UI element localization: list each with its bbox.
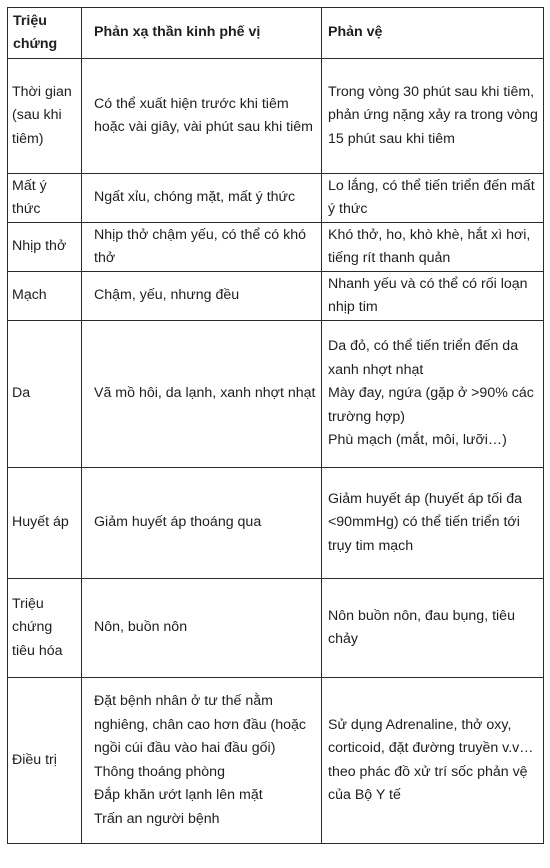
table-row (8, 223, 544, 272)
cell-line: Có thể xuất hiện trước khi tiêm hoặc vài giây, vài phút sau khi tiêm (94, 95, 313, 135)
cell-line: Da đỏ, có thể tiến triển đến da xanh nhợt nhạt (328, 338, 519, 378)
row-treatment-symptom: Điều trị (8, 678, 82, 844)
cell-line: Vã mồ hôi, da lạnh, xanh nhợt nhạt (94, 385, 316, 402)
cell-line: Đắp khăn ướt lạnh lên mặt (94, 787, 263, 803)
cell-line: Giảm huyết áp thoáng qua (94, 514, 262, 531)
row-digestive-symptom: Triệu chứng tiêu hóa (8, 579, 82, 678)
row-blood-pressure-anaphylaxis (322, 468, 544, 579)
cell-line: Nhanh yếu và có thể có rối loạn nhịp tim (328, 275, 528, 315)
cell-line: Ngất xỉu, chóng mặt, mất ý thức (94, 189, 296, 206)
table-row (8, 174, 544, 223)
cell-line: Đặt bệnh nhân ở tư thế nằm nghiêng, chân cao hơn đầu (hoặc ngồi cúi đầu vào hai đầu gối) (94, 693, 307, 756)
cell-line: Nôn, buồn nôn (94, 619, 188, 636)
cell-line: Phù mạch (mắt, môi, lưỡi…) (328, 432, 507, 449)
cell-line: Khó thở, ho, khò khè, hắt xì hơi, tiếng rít thanh quản (328, 226, 531, 266)
row-time-symptom: Thời gian (sau khi tiêm) (8, 59, 82, 174)
cell-line: Nhịp thở chậm yếu, có thể có khó thở (94, 226, 306, 266)
row-treatment-vagal (82, 678, 322, 844)
cell-line: Mày đay, ngứa (gặp ở >90% các trường hợp) (328, 385, 534, 425)
row-time-anaphylaxis (322, 59, 544, 174)
comparison-table (7, 7, 544, 844)
row-breathing-vagal (82, 223, 322, 272)
row-breathing-symptom: Nhịp thở (8, 223, 82, 272)
row-skin-vagal (82, 321, 322, 468)
row-pulse-symptom: Mạch (8, 272, 82, 321)
row-pulse-anaphylaxis (322, 272, 544, 321)
row-consciousness-anaphylaxis (322, 174, 544, 223)
cell-line: Trong vòng 30 phút sau khi tiêm, phản ứng nặng xảy ra trong vòng 15 phút sau khi tiêm (328, 83, 538, 147)
header-symptom: Triệu chứng (8, 8, 82, 59)
cell-line: Sử dụng Adrenaline, thở oxy, corticoid, đặt đường truyền v.v… theo phác đồ xử trí sốc phản vệ của Bộ Y tế (328, 716, 534, 803)
row-blood-pressure-symptom: Huyết áp (8, 468, 82, 579)
row-consciousness-symptom: Mất ý thức (8, 174, 82, 223)
row-treatment-anaphylaxis (322, 678, 544, 844)
row-skin-anaphylaxis (322, 321, 544, 468)
cell-line: Chậm, yếu, nhưng đều (94, 287, 240, 304)
table-row (8, 579, 544, 678)
table-row (8, 468, 544, 579)
cell-line: Trấn an người bệnh (94, 810, 220, 827)
table-row (8, 321, 544, 468)
row-breathing-anaphylaxis (322, 223, 544, 272)
row-pulse-vagal (82, 272, 322, 321)
row-digestive-vagal (82, 579, 322, 678)
table-row (8, 678, 544, 844)
cell-line: Thông thoáng phòng (94, 763, 225, 780)
cell-line: Nôn buồn nôn, đau bụng, tiêu chảy (328, 607, 515, 647)
header-vagal-reflex: Phản xạ thần kinh phế vị (82, 8, 322, 59)
row-blood-pressure-vagal (82, 468, 322, 579)
row-consciousness-vagal (82, 174, 322, 223)
row-digestive-anaphylaxis (322, 579, 544, 678)
header-row (8, 8, 544, 59)
row-time-vagal (82, 59, 322, 174)
table-row (8, 272, 544, 321)
row-skin-symptom: Da (8, 321, 82, 468)
header-anaphylaxis: Phản vệ (322, 8, 544, 59)
table-row (8, 59, 544, 174)
cell-line: Giảm huyết áp (huyết áp tối đa <90mmHg) có thể tiến triển tới trụy tim mạch (328, 490, 523, 554)
cell-line: Lo lắng, có thể tiến triển đến mất ý thức (328, 177, 535, 217)
